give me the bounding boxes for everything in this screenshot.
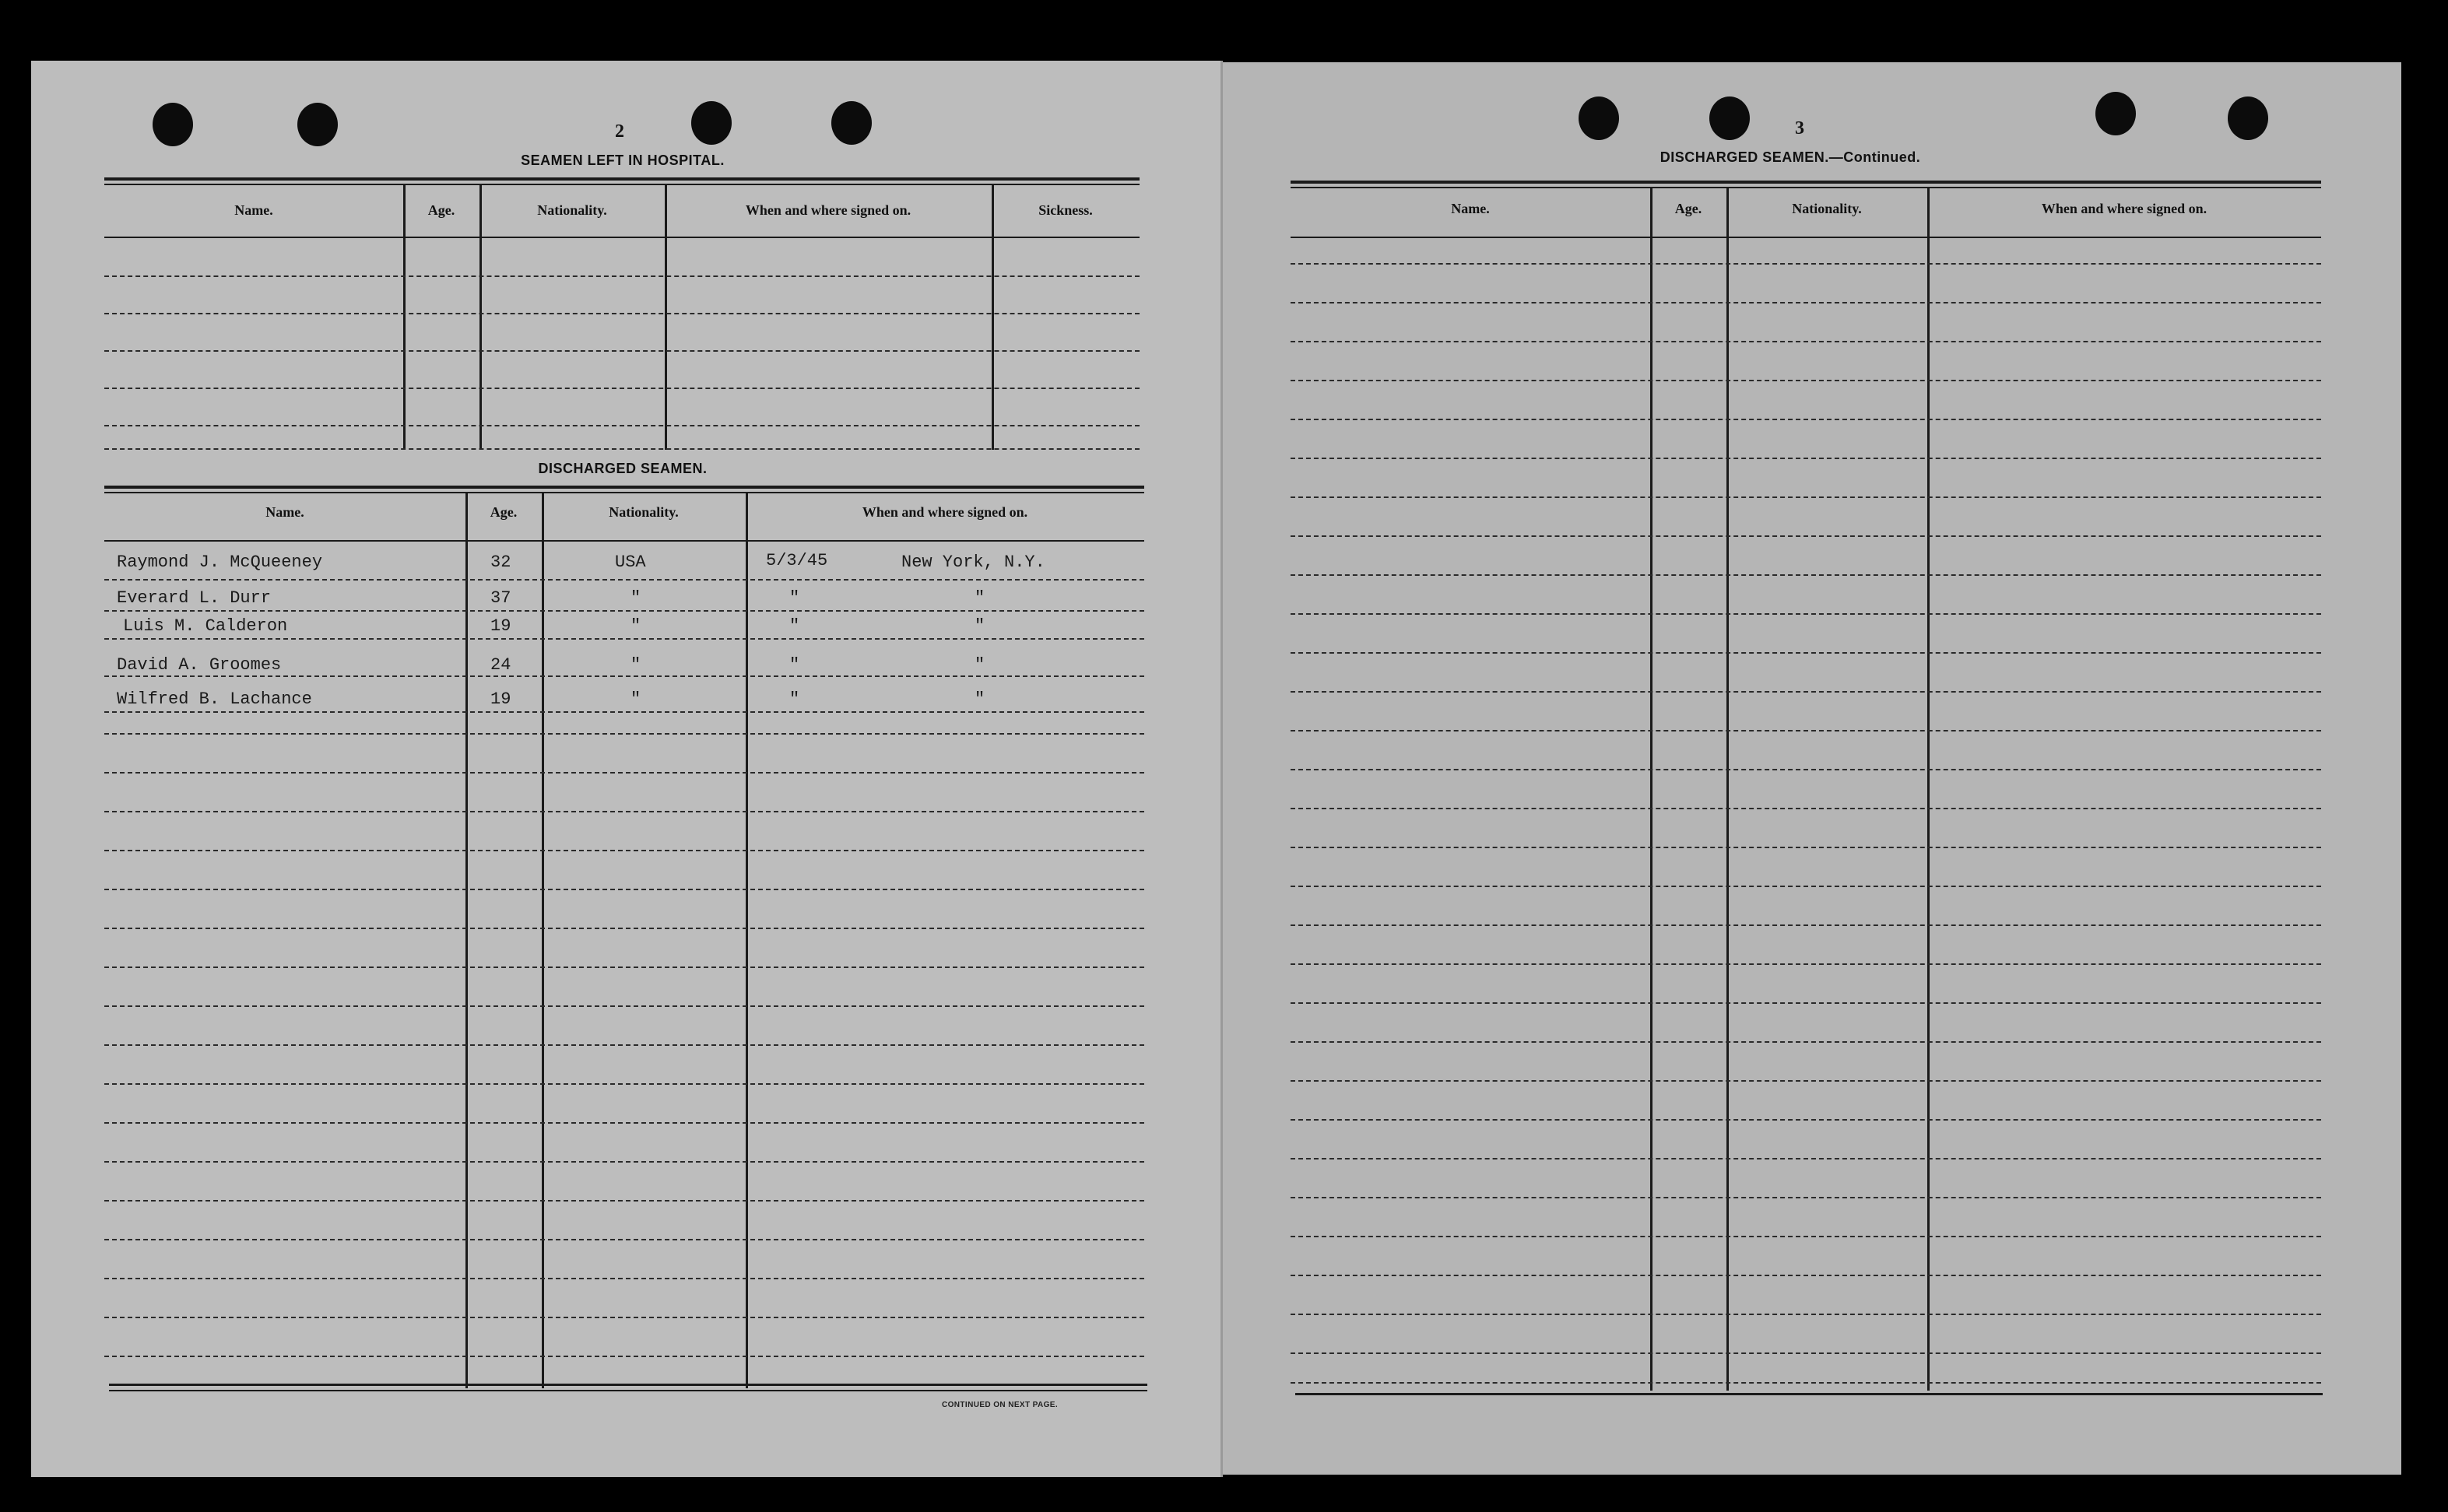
seaman-name: David A. Groomes (117, 655, 282, 675)
seaman-age: 37 (490, 588, 511, 608)
seaman-nationality: " (630, 588, 641, 608)
bottom-rule (109, 1390, 1147, 1391)
column-header: Name. (1451, 201, 1490, 216)
signed-on-date: " (789, 655, 800, 675)
page-number: 3 (1795, 118, 1804, 139)
signed-on-place: " (975, 616, 985, 636)
discharged-continued-table (1291, 181, 2321, 1394)
bottom-rule (109, 1384, 1147, 1386)
seaman-age: 19 (490, 616, 511, 636)
seaman-nationality: " (630, 689, 641, 709)
column-header: Name. (265, 504, 304, 520)
seaman-nationality: USA (615, 553, 646, 572)
table-row (117, 553, 322, 572)
page-number: 2 (615, 121, 624, 142)
table-row (117, 689, 312, 709)
column-header: Age. (1674, 201, 1702, 216)
continued-note: CONTINUED ON NEXT PAGE. (942, 1401, 1059, 1409)
bottom-rule (1295, 1393, 2323, 1395)
signed-on-place: New York, N.Y. (901, 553, 1045, 572)
column-header: Sickness. (1038, 202, 1093, 218)
seaman-name: Luis M. Calderon (123, 616, 288, 636)
punch-hole-icon (831, 101, 872, 145)
column-header: Nationality. (609, 504, 679, 520)
seaman-name: Raymond J. McQueeney (117, 553, 323, 572)
punch-hole-icon (2095, 92, 2136, 135)
discharged-continued-title: DISCHARGED SEAMEN.—Continued. (1660, 149, 1921, 165)
punch-hole-icon (1579, 96, 1619, 140)
punch-hole-icon (2228, 96, 2268, 140)
signed-on-date: " (789, 616, 800, 636)
discharged-table (104, 486, 1144, 1391)
column-header: Age. (490, 504, 518, 520)
seaman-nationality: " (630, 616, 641, 636)
punch-hole-icon (691, 101, 732, 145)
table-row (117, 655, 281, 675)
seaman-age: 32 (490, 553, 511, 572)
table-row (123, 616, 287, 636)
signed-on-date: 5/3/45 (766, 551, 828, 570)
signed-on-place: " (975, 588, 985, 608)
punch-hole-icon (1709, 96, 1750, 140)
seaman-name: Everard L. Durr (117, 588, 272, 608)
column-header: Name. (234, 202, 273, 218)
signed-on-date: " (789, 689, 800, 709)
column-header: Age. (427, 202, 455, 218)
signed-on-place: " (975, 655, 985, 675)
hospital-section-title: SEAMEN LEFT IN HOSPITAL. (521, 153, 725, 168)
seaman-age: 19 (490, 689, 511, 709)
page-fold (1220, 61, 1223, 1477)
table-row (117, 588, 271, 608)
column-header: Nationality. (537, 202, 607, 218)
signed-on-date: " (789, 588, 800, 608)
column-header: Nationality. (1792, 201, 1862, 216)
punch-hole-icon (153, 103, 193, 146)
signed-on-place: " (975, 689, 985, 709)
punch-hole-icon (297, 103, 338, 146)
seaman-nationality: " (630, 655, 641, 675)
column-header: When and where signed on. (745, 202, 911, 218)
seaman-name: Wilfred B. Lachance (117, 689, 312, 709)
hospital-table (104, 177, 1140, 450)
seaman-age: 24 (490, 655, 511, 675)
column-header: When and where signed on. (862, 504, 1028, 520)
column-header: When and where signed on. (2041, 201, 2207, 216)
discharged-section-title: DISCHARGED SEAMEN. (538, 461, 708, 476)
